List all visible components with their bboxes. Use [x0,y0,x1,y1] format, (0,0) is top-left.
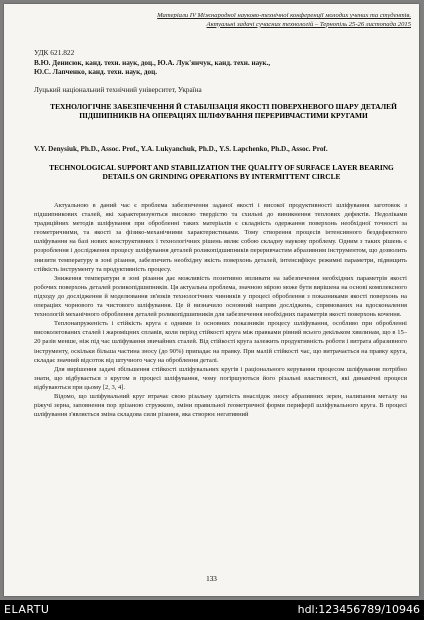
paragraph-2: Зниження температури в зоні різання дає можливість позитивно впливати на забезпечення необхідних параметрів якості робочих поверхонь деталей роликопідшипників. Ця актуальна проблема, значною мірою може бути вирішена на основі комплексного підходу до дослідження й моделювання зв'язків технологічних чинників у процесі оброблення з показниками якості поверхонь на операціях чорнового та чистового шліфування. Це й визначило основний напрям досліджень, спрямованих на вдосконалення технологій механічного оброблення деталей роликопідшипників для забезпечення необхідних параметрів якості поверхонь кочення. [34,274,407,319]
authors-line-1: В.Ю. Денисюк, канд. техн. наук, доц., Ю.А. Лук'янчук, канд. техн. наук., [34,59,271,67]
page-number: 133 [206,575,217,583]
header-line-2: Актуальні задачі сучасних технологій – Тернопіль 25-26 листопада 2015 [206,20,411,28]
repository-footer-bar [0,600,424,620]
document-page [4,4,419,596]
conference-header [34,12,411,29]
header-line-1: Матеріали IV Міжнародної науково-технічної конференції молодих учених та студентів. [157,12,411,19]
authors-english: V.Y. Denysiuk, Ph.D., Assoc. Prof., Y.A. Lukyanchuk, Ph.D., Y.S. Lapchenko, Ph.D., Assoc. Prof. [34,145,328,153]
paragraph-1: Актуальною в даний час є проблема забезпечення заданої якості і високої продуктивності шліфування заготовок з підшипникових сталей, які характеризуються високою твердістю та схильні до виникнення теплових дефектів. Недоліками традиційних методів шліфування при обробленні таких матеріалів є складність одержання поверхонь необхідної точності за геометричними, та якості за фізико-механічними характеристиками. Тому створення процесів інтенсивного бездефектного шліфування на базі нових конструктивних і технологічних рішень являє собою складну наукову проблему. Одним з таких рішень є розроблення і дослідження процесу шліфування деталей роликопідшипників переривчастим абразивним інструментом, що дозволить знизити температуру в зоні різання, забезпечить необхідну якість поверхонь деталей, інтенсифікує режимні параметри, підвищить стійкість інструменту та продуктивність процесу. [34,202,407,273]
title-english: TECHNOLOGICAL SUPPORT AND STABILIZATION THE QUALITY OF SURFACE LAYER BEARING DETAILS ON GRINDING OPERATIONS BY INTERMITTENT CIRCLE [49,163,394,181]
paragraph-4: Для вирішення задачі збільшення стійкості шліфувальних кругів і раціонального керування процесом шліфування потрібно знати, що відбувається з кругом в процесі шліфування, чому погіршуються його різальні властивості, які динамічні процеси відбуваються при цьому [2, 3, 4]. [34,365,407,391]
authors-line-2: Ю.С. Лапченко, канд. техн. наук, доц. [34,68,158,76]
authors-ukrainian [34,59,407,77]
repository-name: ELARTU [4,603,50,616]
article-body [34,201,407,419]
title-ukrainian: ТЕХНОЛОГІЧНЕ ЗАБЕЗПЕЧЕННЯ Й СТАБІЛІЗАЦІЯ ЯКОСТІ ПОВЕРХНЕВОГО ШАРУ ДЕТАЛЕЙ ПІДШИПНИКІВ НА ОПЕРАЦІЯХ ШЛІФУВАННЯ ПЕРЕРИВЧАСТИМИ КРУГАМИ [50,102,397,120]
handle-identifier[interactable]: hdl:123456789/10946 [297,603,420,616]
paragraph-3: Теплонапруженість і стійкість круга є одними із основних показників процесу шліфування, особливо при обробленні високолегованих сталей і жароміцних сплавів, коли період стійкості круга між правками рівний всього декільком хвилинам, що в 15–20 разів менше, ніж під час шліфування звичайних сталей. Від стійкості круга залежить продуктивність роботи і витрата абразивного інструменту, оскільки більша частина зносу (до 90%) припадає на правку. При малій стійкості час, що витрачається на правку круга, складає значний відсоток від штучного часу на оброблення деталі. [34,320,407,364]
affiliation: Луцький національний технічний університет, Україна [34,86,202,94]
paragraph-5: Відомо, що шліфувальний круг втрачає свою різальну здатність внаслідок зносу абразивних зерен, налипання металу на ріжучі зерна, заповнення пор зрізаною стружкою, зміни правильної геометричної форми периферії шліфувального круга. В процесі шліфування з'являється зміна складова сили різання, яка створює негативний [34,392,407,419]
udk-code: УДК 621.822 [34,48,75,57]
